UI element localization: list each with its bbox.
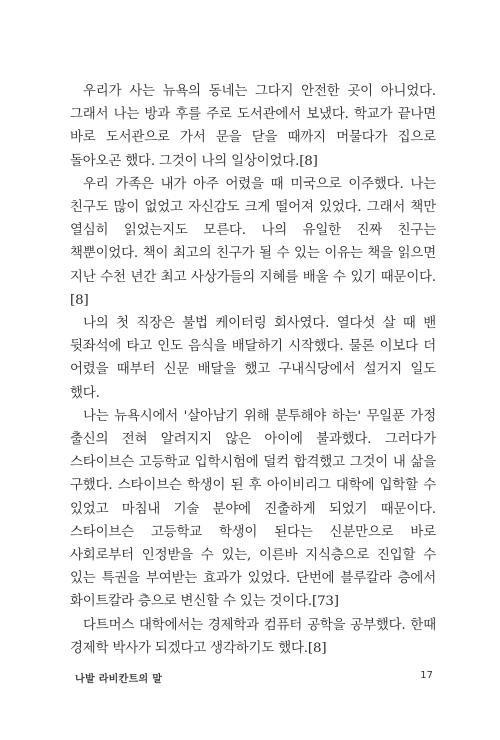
paragraph: 다트머스 대학에서는 경제학과 컴퓨터 공학을 공부했다. 한때 경제학 박사가 되겠다고 생각하기도 했다.[8] — [70, 617, 436, 656]
page-number: 17 — [420, 670, 433, 681]
paragraph: 나는 뉴욕시에서 '살아남기 위해 분투해야 하는' 무일푼 가정 출신의 전혀 알려지지 않은 아이에 불과했다. 그러다가 스타이브슨 고등학교 입학시험에 덜컥 합격했고 그것이 내 삶을 구했다. 스타이브슨 학생이 된 후 아이비리그 대학에 입학할 수 있었고 마침내 기술 분야에 진출하게 되었기 때문이다. 스타이브슨 고등학교 학생이 된다는 신분만으로 바로 사회로부터 인정받을 수 있는, 이른바 지식층으로 진입할 수 있는 특권을 부여받는 효과가 있었다. 단번에 블루칼라 층에서 화이트칼라 층으로 변신할 수 있는 것이다.[73] — [70, 408, 436, 610]
body-text — [70, 80, 436, 660]
paragraph: 우리 가족은 내가 아주 어렸을 때 미국으로 이주했다. 나는 친구도 많이 없었고 자신감도 크게 떨어져 있었다. 그래서 책만 열심히 읽었는지도 모른다. 나의 유일한 진짜 친구는 책뿐이었다. 책이 최고의 친구가 될 수 있는 이유는 책을 읽으면 지난 수천 년간 최고 사상가들의 지혜를 배울 수 있기 때문이다.[8] — [70, 176, 436, 308]
paragraph: 나의 첫 직장은 불법 케이터링 회사였다. 열다섯 살 때 밴 뒷좌석에 타고 인도 음식을 배달하기 시작했다. 물론 이보다 더 어렸을 때부터 신문 배달을 했고 구내식당에서 설거지 일도 했다. — [70, 316, 436, 401]
paragraph: 우리가 사는 뉴욕의 동네는 그다지 안전한 곳이 아니었다. 그래서 나는 방과 후를 주로 도서관에서 보냈다. 학교가 끝나면 바로 도서관으로 가서 문을 닫을 때까지 머물다가 집으로 돌아오곤 했다. 그것이 나의 일상이었다.[8] — [70, 84, 436, 169]
running-footer-title: 나발 라비칸트의 말 — [75, 674, 163, 685]
